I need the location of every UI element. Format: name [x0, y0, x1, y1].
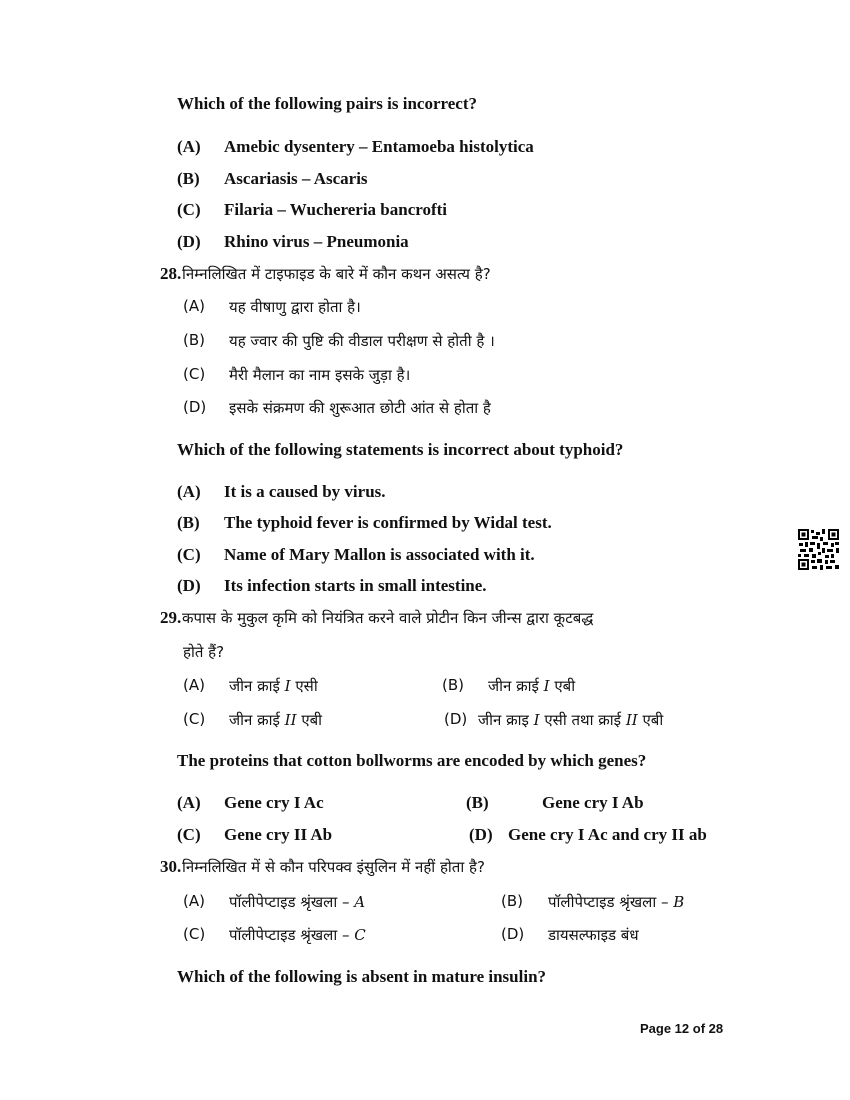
q29-en-option-c-text: Gene cry II Ab: [224, 825, 333, 844]
q29-en-question: The proteins that cotton bollworms are encoded by which genes?: [177, 751, 647, 770]
q29-en-option-c-label: (C): [177, 825, 201, 844]
q27-option-a-text: Amebic dysentery – Entamoeba histolytica: [224, 137, 534, 156]
q28-hi-option-a-text: यह वीषाणु द्वारा होता है।: [229, 298, 361, 316]
qr-code-icon: [798, 529, 839, 570]
q29-hi-option-c-text: जीन क्राई II एबी: [229, 711, 323, 729]
q29-en-option-a-text: Gene cry I Ac: [224, 793, 324, 812]
q29-en-option-d-label: (D): [469, 825, 493, 844]
q29-hi-option-d-label: (D): [444, 710, 468, 728]
q30-en-question: Which of the following is absent in mature insulin?: [177, 967, 547, 986]
q30-hi-option-c-label: (C): [183, 925, 206, 943]
q30-number: 30.: [160, 857, 182, 876]
q29-hi-option-b-text: जीन क्राई I एबी: [488, 677, 576, 695]
q29-en-option-d-text: Gene cry I Ac and cry II ab: [508, 825, 707, 844]
q29-en-option-b-label: (B): [466, 793, 489, 812]
q29-hi-option-a-text: जीन क्राई I एसी: [229, 677, 318, 695]
q29-en-option-b-text: Gene cry I Ab: [542, 793, 644, 812]
q28-en-option-d-label: (D): [177, 576, 201, 595]
q28-hi-option-c-text: मैरी मैलान का नाम इसके जुड़ा है।: [229, 366, 411, 384]
q28-hi-option-b-text: यह ज्वार की पुष्टि की वीडाल परीक्षण से होती है ।: [229, 332, 495, 350]
q30-hi-option-b-label: (B): [501, 892, 523, 910]
q27-option-c-text: Filaria – Wuchereria bancrofti: [224, 200, 448, 219]
page-number: Page 12 of 28: [640, 1021, 724, 1036]
q29-hi-option-a-label: (A): [183, 676, 205, 694]
q30-hi-option-b-text: पॉलीपेप्टाइड श्रृंखला – B: [548, 893, 685, 911]
q27-option-c-label: (C): [177, 200, 201, 219]
q28-en-question: Which of the following statements is incorrect about typhoid?: [177, 440, 624, 459]
q30-hi-question: निम्नलिखित में से कौन परिपक्व इंसुलिन में नहीं होता है?: [182, 858, 485, 876]
q27-option-d-text: Rhino virus – Pneumonia: [224, 232, 409, 251]
q28-hi-option-d-text: इसके संक्रमण की शुरूआत छोटी आंत से होता है: [229, 399, 491, 417]
q28-en-option-d-text: Its infection starts in small intestine.: [224, 576, 487, 595]
q29-number: 29.: [160, 608, 182, 627]
q27-option-b-text: Ascariasis – Ascaris: [224, 169, 368, 188]
q29-hi-option-b-label: (B): [442, 676, 464, 694]
q27-option-d-label: (D): [177, 232, 201, 251]
q28-en-option-c-text: Name of Mary Mallon is associated with it.: [224, 545, 535, 564]
q30-hi-option-a-text: पॉलीपेप्टाइड श्रृंखला – A: [229, 893, 366, 911]
q27-en-question: Which of the following pairs is incorrect?: [177, 94, 477, 113]
q28-hi-option-b-label: (B): [183, 331, 205, 349]
q27-option-a-label: (A): [177, 137, 201, 156]
q27-option-b-label: (B): [177, 169, 200, 188]
q30-hi-option-d-text: डायसल्फाइड बंध: [548, 926, 639, 944]
q28-number: 28.: [160, 264, 182, 283]
q30-hi-option-a-label: (A): [183, 892, 205, 910]
q30-hi-option-c-text: पॉलीपेप्टाइड श्रृंखला – C: [229, 926, 366, 944]
q30-hi-option-d-label: (D): [501, 925, 525, 943]
q28-hi-option-a-label: (A): [183, 297, 205, 315]
q29-hi-question-line1: कपास के मुकुल कृमि को नियंत्रित करने वाले प्रोटीन किन जीन्स द्वारा कूटबद्ध: [182, 609, 594, 627]
q28-hi-option-c-label: (C): [183, 365, 206, 383]
q28-en-option-a-label: (A): [177, 482, 201, 501]
q28-hi-question: निम्नलिखित में टाइफाइड के बारे में कौन कथन असत्य है?: [182, 265, 491, 283]
q28-en-option-a-text: It is a caused by virus.: [224, 482, 386, 501]
q28-en-option-b-text: The typhoid fever is confirmed by Widal test.: [224, 513, 552, 532]
q29-hi-option-d-text: जीन क्राइ I एसी तथा क्राई II एबी: [478, 711, 664, 729]
q29-en-option-a-label: (A): [177, 793, 201, 812]
q28-hi-option-d-label: (D): [183, 398, 207, 416]
q29-hi-option-c-label: (C): [183, 710, 206, 728]
q29-hi-question-line2: होते हैं?: [183, 643, 225, 661]
q28-en-option-c-label: (C): [177, 545, 201, 564]
q28-en-option-b-label: (B): [177, 513, 200, 532]
